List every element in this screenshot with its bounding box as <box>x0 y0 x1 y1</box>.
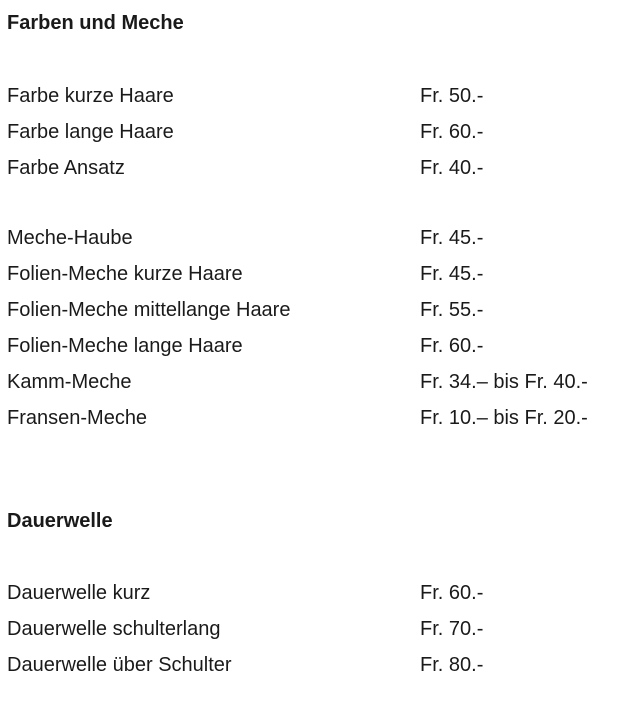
service-price: Fr. 55.- <box>420 299 484 321</box>
service-price: Fr. 60.- <box>420 582 484 604</box>
service-name: Dauerwelle kurz <box>7 582 151 604</box>
section-title-farben-und-meche: Farben und Meche <box>7 12 184 34</box>
price-row <box>7 332 632 360</box>
service-price: Fr. 70.- <box>420 618 484 640</box>
service-price: Fr. 40.- <box>420 157 484 179</box>
service-name: Dauerwelle über Schulter <box>7 654 232 676</box>
price-row <box>7 118 632 146</box>
service-name: Farbe lange Haare <box>7 121 174 143</box>
service-name: Farbe Ansatz <box>7 157 125 179</box>
price-row <box>7 224 632 252</box>
price-row <box>7 404 632 432</box>
service-price: Fr. 60.- <box>420 121 484 143</box>
service-price: Fr. 80.- <box>420 654 484 676</box>
service-name: Folien-Meche kurze Haare <box>7 263 243 285</box>
service-price: Fr. 10.– bis Fr. 20.- <box>420 407 588 429</box>
service-price: Fr. 45.- <box>420 263 484 285</box>
price-row <box>7 260 632 288</box>
price-row <box>7 154 632 182</box>
service-name: Folien-Meche mittellange Haare <box>7 299 291 321</box>
service-name: Meche-Haube <box>7 227 133 249</box>
price-row <box>7 82 632 110</box>
service-price: Fr. 45.- <box>420 227 484 249</box>
price-row <box>7 615 632 643</box>
service-name: Folien-Meche lange Haare <box>7 335 243 357</box>
service-name: Fransen-Meche <box>7 407 148 429</box>
service-name: Dauerwelle schulterlang <box>7 618 221 640</box>
price-row <box>7 368 632 396</box>
service-name: Farbe kurze Haare <box>7 85 174 107</box>
service-price: Fr. 34.– bis Fr. 40.- <box>420 371 588 393</box>
service-name: Kamm-Meche <box>7 371 132 393</box>
price-row <box>7 296 632 324</box>
section-title-dauerwelle: Dauerwelle <box>7 510 113 532</box>
price-row <box>7 651 632 679</box>
price-row <box>7 579 632 607</box>
service-price: Fr. 50.- <box>420 85 484 107</box>
service-price: Fr. 60.- <box>420 335 484 357</box>
